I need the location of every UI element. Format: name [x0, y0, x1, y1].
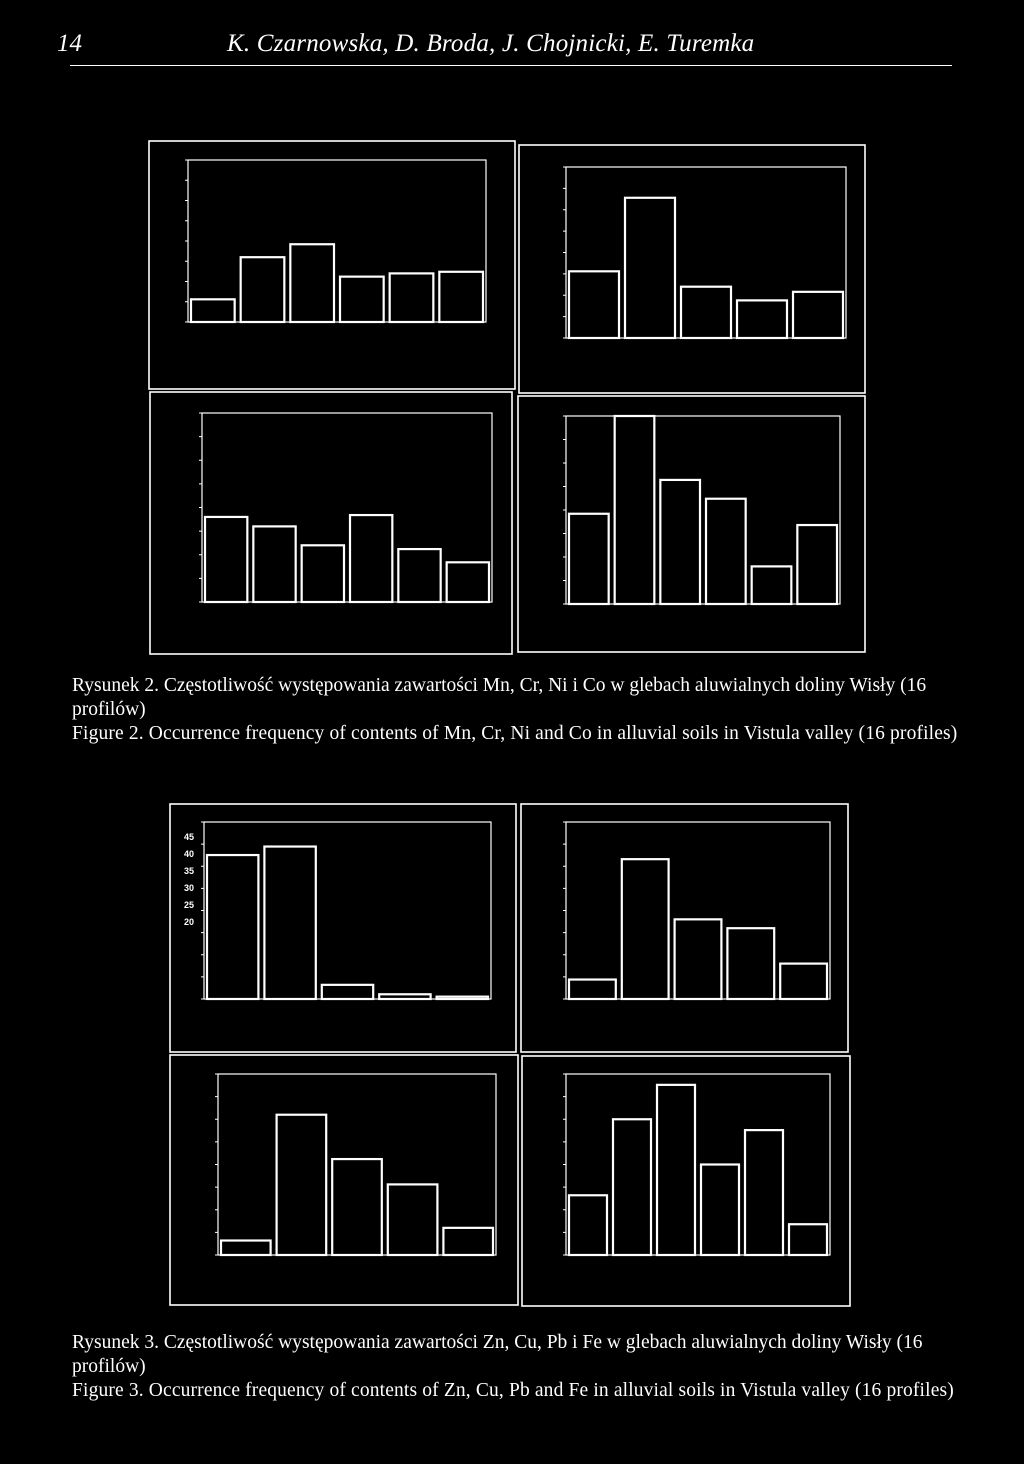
caption-polish: Rysunek 2. Częstotliwość występowania zawartości Mn, Cr, Ni i Co w glebach aluwialnych doliny Wisły (16 profilów) [72, 675, 927, 720]
panel-frame [522, 1056, 850, 1306]
bar [780, 964, 827, 999]
plot-area [204, 822, 491, 999]
y-tick-label: 20 [183, 917, 194, 927]
fig3-panel-4 [522, 1056, 850, 1306]
running-head: K. Czarnowska, D. Broda, J. Chojnicki, E. Turemka [227, 30, 755, 57]
fig3-panel-2 [521, 804, 848, 1052]
y-tick-label: 45 [183, 832, 194, 842]
panel-frame [521, 804, 848, 1052]
bar [745, 1130, 783, 1255]
caption-english: Figure 3. Occurrence frequency of contents of Zn, Cu, Pb and Fe in alluvial soils in Vistula valley (16 profiles) [72, 1380, 954, 1401]
bar [443, 1228, 493, 1255]
bar [657, 1085, 695, 1255]
y-tick-label: 25 [183, 900, 194, 910]
bar [221, 1241, 271, 1255]
page-number: 14 [57, 30, 82, 57]
bar [675, 919, 722, 999]
bar [322, 985, 373, 999]
plot-area [566, 1074, 830, 1255]
bar [207, 855, 258, 999]
bar [727, 928, 774, 999]
bar [622, 859, 669, 999]
plot-area [566, 822, 830, 999]
bar [569, 1195, 607, 1255]
bar [332, 1159, 382, 1255]
y-tick-label: 40 [183, 849, 194, 859]
bar [379, 994, 430, 999]
panel-frame [170, 804, 516, 1052]
bar [388, 1184, 438, 1255]
bar [277, 1115, 327, 1255]
panel-frame [170, 1055, 518, 1305]
bar [437, 997, 488, 999]
fig3-panel-1 [170, 804, 516, 1052]
bar [264, 847, 315, 999]
caption-polish: Rysunek 3. Częstotliwość występowania zawartości Zn, Cu, Pb i Fe w glebach aluwialnych doliny Wisły (16 profilów) [72, 1332, 923, 1377]
bar [789, 1224, 827, 1255]
bar [613, 1119, 651, 1255]
figure-3-caption [72, 1331, 977, 1403]
y-tick-label: 35 [183, 866, 194, 876]
bar [569, 980, 616, 999]
bar [701, 1165, 739, 1256]
y-tick-label: 30 [183, 883, 194, 893]
caption-english: Figure 2. Occurrence frequency of contents of Mn, Cr, Ni and Co in alluvial soils in Vistula valley (16 profiles) [72, 723, 958, 744]
fig3-panel-3 [170, 1055, 518, 1305]
